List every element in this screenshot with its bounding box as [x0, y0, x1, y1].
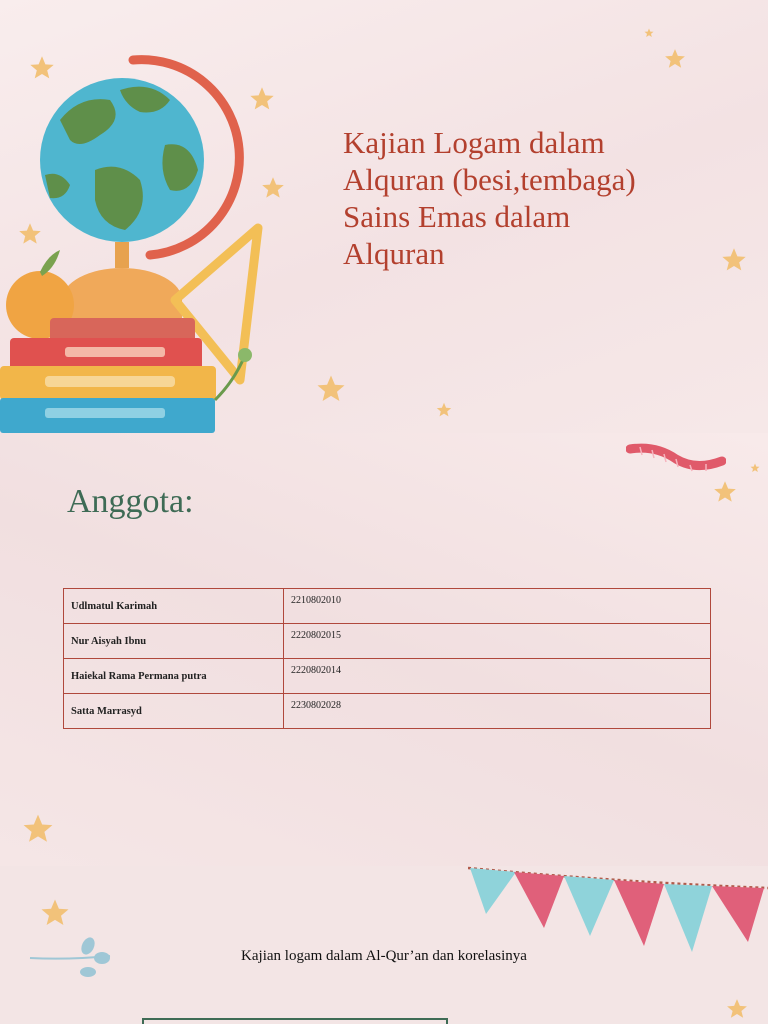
star-icon — [261, 176, 285, 200]
member-name: Nur Aisyah Ibnu — [64, 624, 284, 659]
table-row — [64, 589, 711, 624]
subtitle-slide — [0, 866, 768, 1024]
member-id: 2220802015 — [284, 624, 711, 659]
star-icon — [726, 998, 748, 1020]
member-id: 2220802014 — [284, 659, 711, 694]
content-box — [142, 1018, 448, 1024]
star-icon — [40, 898, 70, 928]
star-icon — [436, 402, 452, 418]
members-table — [63, 588, 711, 729]
members-heading: Anggota: — [67, 483, 194, 520]
title-slide — [0, 0, 768, 433]
slide-title-line: Alquran (besi,tembaga) — [343, 162, 636, 197]
star-icon — [664, 48, 686, 70]
bunting-decoration — [468, 866, 768, 956]
ribbon-decoration — [626, 441, 726, 475]
member-id: 2210802010 — [284, 589, 711, 624]
table-row — [64, 659, 711, 694]
slide-title-line: Kajian Logam dalam — [343, 125, 605, 160]
star-icon — [750, 463, 760, 473]
slide-title-line: Sains Emas dalam — [343, 199, 571, 234]
star-icon — [18, 222, 42, 246]
member-name: Udlmatul Karimah — [64, 589, 284, 624]
members-slide — [0, 433, 768, 866]
member-id: 2230802028 — [284, 694, 711, 729]
member-name: Haiekal Rama Permana putra — [64, 659, 284, 694]
slide-subtitle: Kajian logam dalam Al-Qur’an dan korelasinya — [241, 948, 527, 964]
member-name: Satta Marrasyd — [64, 694, 284, 729]
star-icon — [22, 813, 54, 845]
slide-title-line: Alquran — [343, 236, 445, 271]
table-row — [64, 624, 711, 659]
star-icon — [249, 86, 275, 112]
star-icon — [713, 480, 737, 504]
star-icon — [644, 28, 654, 38]
table-row — [64, 694, 711, 729]
slide-title — [343, 124, 733, 272]
star-icon — [316, 374, 346, 404]
star-icon — [29, 55, 55, 81]
